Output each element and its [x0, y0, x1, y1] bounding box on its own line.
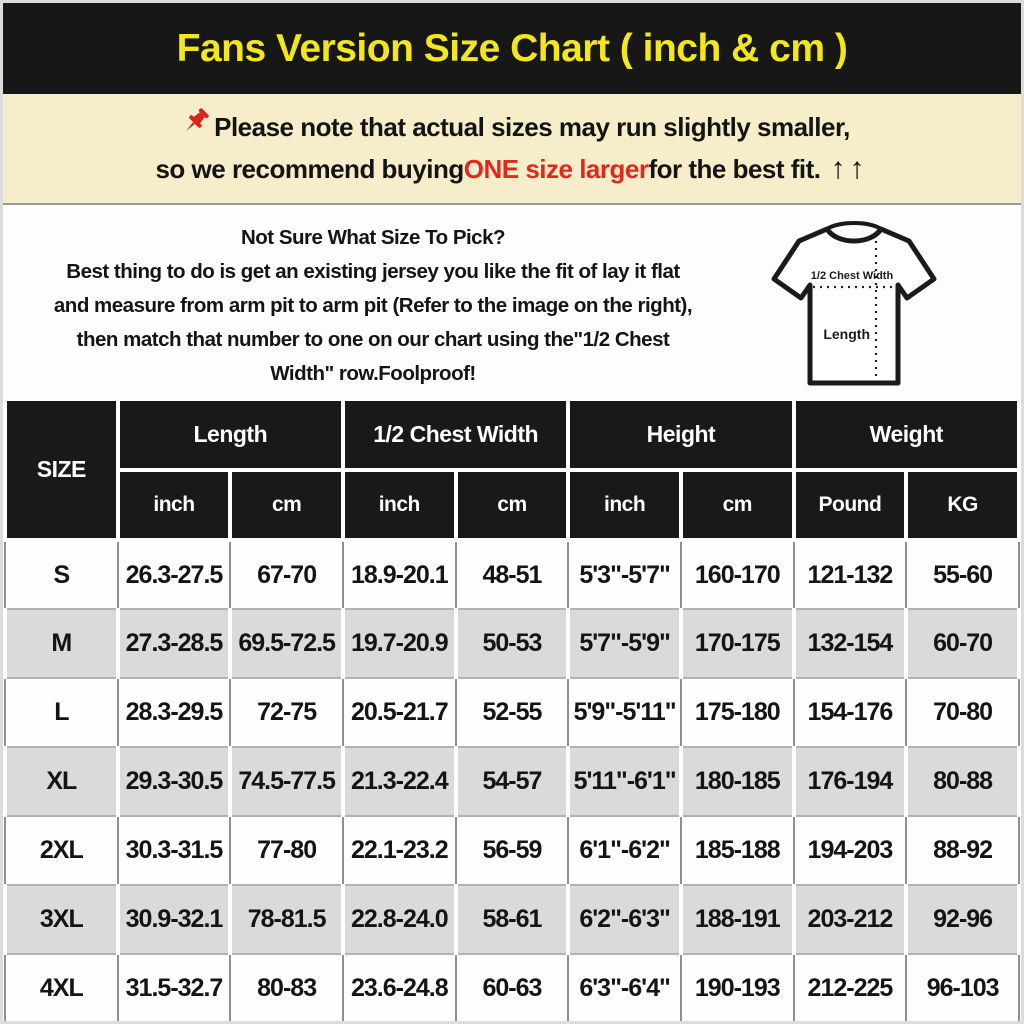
- sizing-guide-text: [3, 221, 743, 391]
- value-cell: 190-193: [681, 954, 794, 1023]
- value-cell: 21.3-22.4: [343, 747, 456, 816]
- value-cell: 203-212: [794, 885, 907, 954]
- size-table-body: [5, 540, 1019, 1023]
- value-cell: 70-80: [906, 678, 1019, 747]
- table-row: [5, 609, 1019, 678]
- value-cell: 6'1"-6'2": [568, 816, 681, 885]
- unit-header: KG: [906, 470, 1019, 540]
- value-cell: 6'2"-6'3": [568, 885, 681, 954]
- notice-highlight: ONE size larger: [463, 153, 649, 184]
- guide-line-3: and measure from arm pit to arm pit (Refer to the image on the right),: [53, 294, 693, 317]
- value-cell: 58-61: [456, 885, 569, 954]
- diagram-length-label: Length: [823, 326, 870, 342]
- value-cell: 26.3-27.5: [118, 540, 231, 609]
- size-table-header: [5, 399, 1019, 540]
- value-cell: 80-83: [230, 954, 343, 1023]
- value-cell: 56-59: [456, 816, 569, 885]
- value-cell: 88-92: [906, 816, 1019, 885]
- value-cell: 60-63: [456, 954, 569, 1023]
- weight-group-header: Weight: [794, 399, 1019, 470]
- unit-header: inch: [568, 470, 681, 540]
- notice-text-2b: for the best fit.: [648, 153, 821, 184]
- table-row: [5, 540, 1019, 609]
- value-cell: 22.8-24.0: [343, 885, 456, 954]
- value-cell: 54-57: [456, 747, 569, 816]
- value-cell: 92-96: [906, 885, 1019, 954]
- unit-header: inch: [343, 470, 456, 540]
- table-row: [5, 885, 1019, 954]
- table-row: [5, 954, 1019, 1023]
- pushpin-icon: [174, 105, 212, 143]
- value-cell: 6'3"-6'4": [568, 954, 681, 1023]
- unit-header: Pound: [794, 470, 907, 540]
- notice-line-2: [155, 152, 868, 186]
- height-group-header: Height: [568, 399, 793, 470]
- value-cell: 132-154: [794, 609, 907, 678]
- value-cell: 96-103: [906, 954, 1019, 1023]
- value-cell: 20.5-21.7: [343, 678, 456, 747]
- value-cell: 27.3-28.5: [118, 609, 231, 678]
- unit-header: cm: [456, 470, 569, 540]
- value-cell: 52-55: [456, 678, 569, 747]
- length-group-header: Length: [118, 399, 343, 470]
- value-cell: 50-53: [456, 609, 569, 678]
- notice-text-1: Please note that actual sizes may run slightly smaller,: [214, 111, 850, 142]
- value-cell: 121-132: [794, 540, 907, 609]
- value-cell: 69.5-72.5: [230, 609, 343, 678]
- diagram-chest-label: 1/2 Chest Width: [810, 270, 894, 282]
- size-cell: XL: [5, 747, 118, 816]
- title-bar: [3, 3, 1021, 94]
- value-cell: 77-80: [230, 816, 343, 885]
- value-cell: 78-81.5: [230, 885, 343, 954]
- group-header-row: [5, 399, 1019, 470]
- value-cell: 80-88: [906, 747, 1019, 816]
- size-cell: 4XL: [5, 954, 118, 1023]
- guide-line-1: Not Sure What Size To Pick?: [240, 226, 506, 249]
- table-row: [5, 678, 1019, 747]
- unit-header: cm: [230, 470, 343, 540]
- size-cell: 2XL: [5, 816, 118, 885]
- value-cell: 188-191: [681, 885, 794, 954]
- size-table: [3, 397, 1021, 1024]
- value-cell: 175-180: [681, 678, 794, 747]
- value-cell: 5'11"-6'1": [568, 747, 681, 816]
- notice-banner: [3, 94, 1021, 205]
- value-cell: 29.3-30.5: [118, 747, 231, 816]
- value-cell: 5'7"-5'9": [568, 609, 681, 678]
- value-cell: 28.3-29.5: [118, 678, 231, 747]
- guide-line-5: Width" row.Foolproof!: [270, 362, 476, 385]
- notice-line-1: [174, 111, 850, 143]
- value-cell: 30.9-32.1: [118, 885, 231, 954]
- value-cell: 55-60: [906, 540, 1019, 609]
- value-cell: 5'9"-5'11": [568, 678, 681, 747]
- guide-line-4: then match that number to one on our chart using the"1/2 Chest: [76, 328, 670, 351]
- value-cell: 5'3"-5'7": [568, 540, 681, 609]
- value-cell: 30.3-31.5: [118, 816, 231, 885]
- unit-header: cm: [681, 470, 794, 540]
- size-cell: L: [5, 678, 118, 747]
- guide-line-2: Best thing to do is get an existing jersey you like the fit of lay it flat: [66, 260, 680, 283]
- value-cell: 212-225: [794, 954, 907, 1023]
- table-row: [5, 816, 1019, 885]
- page-title: Fans Version Size Chart ( inch & cm ): [176, 26, 848, 70]
- value-cell: 154-176: [794, 678, 907, 747]
- value-cell: 67-70: [230, 540, 343, 609]
- tshirt-measure-diagram: [769, 215, 939, 390]
- value-cell: 48-51: [456, 540, 569, 609]
- value-cell: 18.9-20.1: [343, 540, 456, 609]
- value-cell: 176-194: [794, 747, 907, 816]
- value-cell: 74.5-77.5: [230, 747, 343, 816]
- table-row: [5, 747, 1019, 816]
- units-header-row: [5, 470, 1019, 540]
- value-cell: 72-75: [230, 678, 343, 747]
- chest-width-group-header: 1/2 Chest Width: [343, 399, 568, 470]
- value-cell: 23.6-24.8: [343, 954, 456, 1023]
- up-arrows-icon: ↑↑: [830, 152, 869, 185]
- value-cell: 185-188: [681, 816, 794, 885]
- notice-text-2a: so we recommend buying: [155, 153, 464, 184]
- unit-header: inch: [118, 470, 231, 540]
- value-cell: 19.7-20.9: [343, 609, 456, 678]
- value-cell: 194-203: [794, 816, 907, 885]
- value-cell: 170-175: [681, 609, 794, 678]
- size-cell: S: [5, 540, 118, 609]
- value-cell: 160-170: [681, 540, 794, 609]
- size-cell: M: [5, 609, 118, 678]
- size-cell: 3XL: [5, 885, 118, 954]
- value-cell: 180-185: [681, 747, 794, 816]
- size-column-header: SIZE: [5, 399, 118, 540]
- value-cell: 60-70: [906, 609, 1019, 678]
- sizing-guide-section: [3, 205, 1021, 397]
- value-cell: 31.5-32.7: [118, 954, 231, 1023]
- value-cell: 22.1-23.2: [343, 816, 456, 885]
